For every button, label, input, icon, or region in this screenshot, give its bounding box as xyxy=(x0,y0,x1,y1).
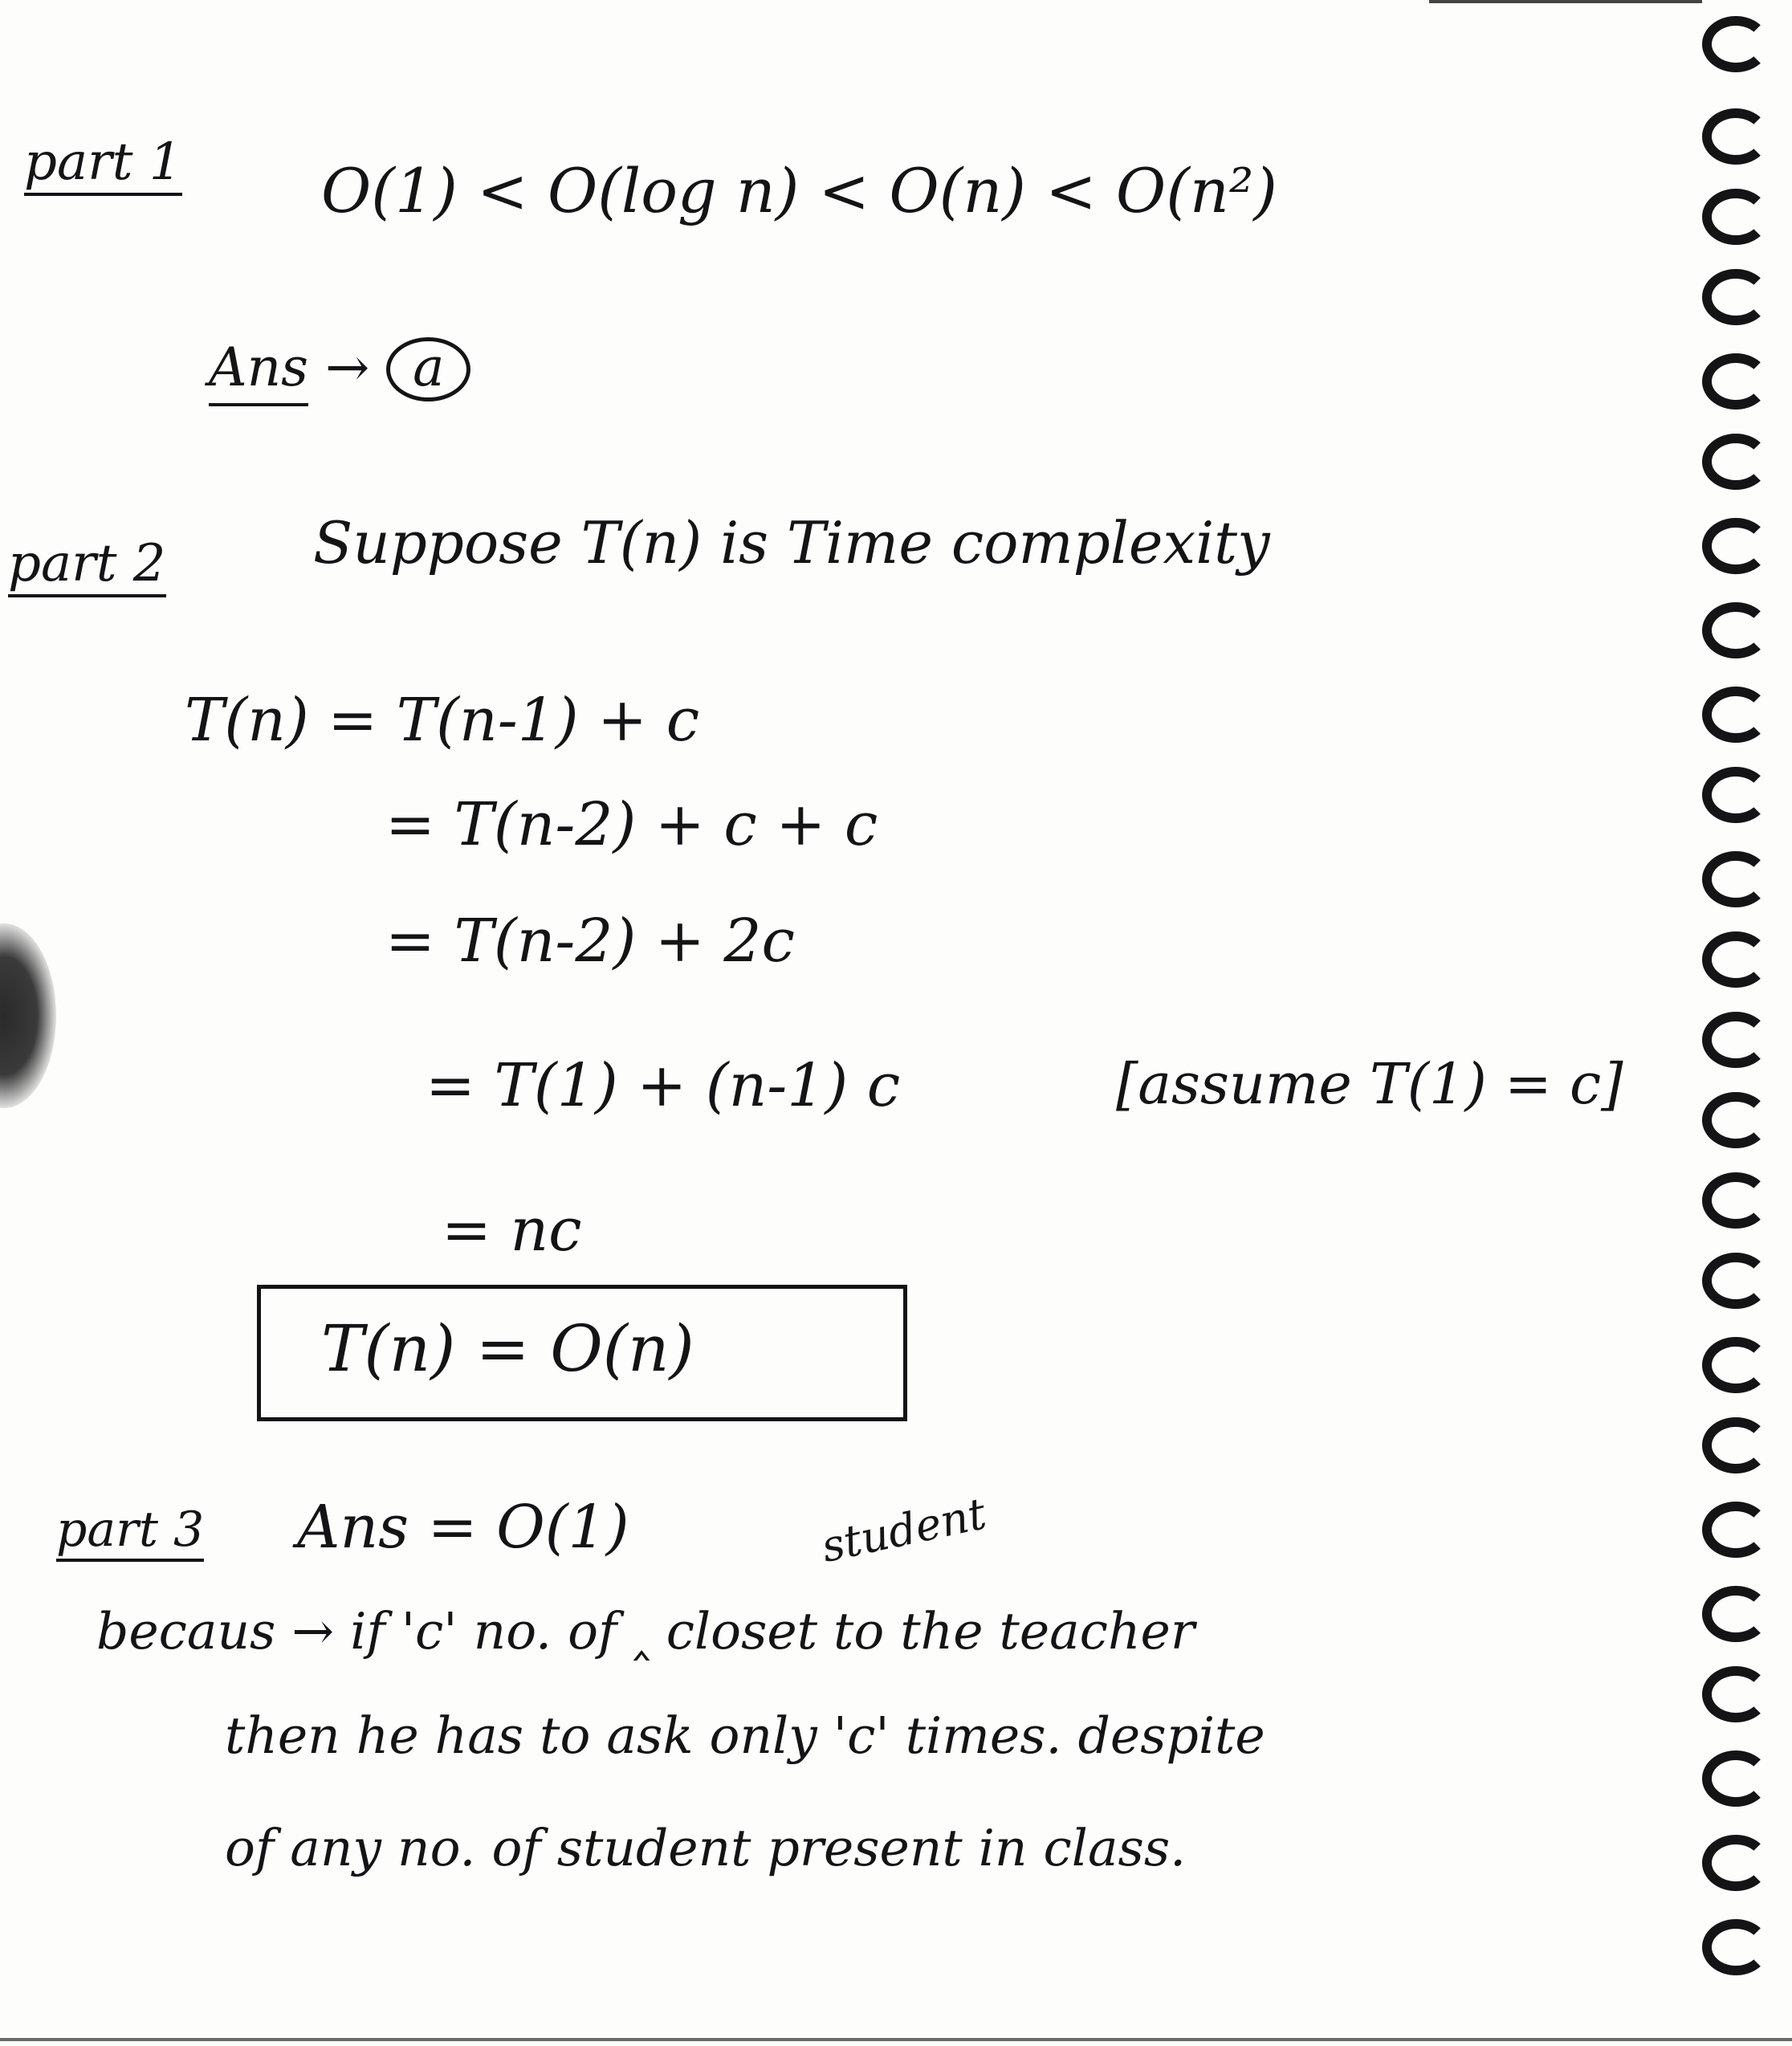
part3-label: part 3 xyxy=(56,1506,204,1562)
recurrence-line: = T(n-2) + c + c xyxy=(385,790,878,859)
part1-expression: O(1) < O(log n) < O(n) < O(n²) xyxy=(321,155,1277,226)
page-edge-line xyxy=(1429,0,1702,3)
page-bottom-edge xyxy=(0,2038,1792,2041)
spiral-ring xyxy=(1702,108,1770,165)
part1-ans-label: Ans xyxy=(209,336,308,406)
spiral-ring xyxy=(1702,1253,1770,1309)
spiral-ring xyxy=(1702,1092,1770,1148)
part2-label: part 2 xyxy=(8,538,166,597)
part1-label: part 1 xyxy=(24,137,182,196)
spiral-binding xyxy=(1688,0,1792,2046)
part3-answer: Ans = O(1) xyxy=(297,1493,629,1562)
arrow-icon: → xyxy=(325,336,370,398)
part1-ans-value: a xyxy=(386,337,470,401)
part2-result: T(n) = O(n) xyxy=(321,1311,694,1386)
spiral-ring xyxy=(1702,353,1770,410)
spiral-ring xyxy=(1702,1337,1770,1393)
spiral-ring xyxy=(1702,269,1770,325)
explanation-line: then he has to ask only 'c' times. despite xyxy=(225,1706,1265,1765)
spiral-ring xyxy=(1702,1835,1770,1891)
recurrence-line: T(n) = T(n-1) + c xyxy=(185,686,700,755)
recurrence-line: = T(1) + (n-1) c xyxy=(426,1051,901,1120)
spiral-ring xyxy=(1702,1666,1770,1722)
spiral-ring xyxy=(1702,1417,1770,1473)
recurrence-line: = nc xyxy=(442,1196,582,1265)
spiral-ring xyxy=(1702,687,1770,743)
spiral-ring xyxy=(1702,931,1770,988)
spiral-ring xyxy=(1702,851,1770,907)
spiral-ring xyxy=(1702,1012,1770,1068)
part2-intro: Suppose T(n) is Time complexity xyxy=(313,509,1270,577)
inserted-word: student xyxy=(817,1488,991,1572)
assumption-note: [assume T(1) = c] xyxy=(1116,1051,1623,1117)
finger-shadow xyxy=(0,923,56,1108)
explanation-line: becaus → if 'c' no. of ‸ closet to the teacher xyxy=(96,1602,1195,1661)
spiral-ring xyxy=(1702,602,1770,658)
spiral-ring xyxy=(1702,1502,1770,1558)
explanation-line: of any no. of student present in class. xyxy=(225,1819,1187,1877)
recurrence-line: = T(n-2) + 2c xyxy=(385,907,795,976)
spiral-ring xyxy=(1702,16,1770,72)
spiral-ring xyxy=(1702,1586,1770,1642)
spiral-ring xyxy=(1702,518,1770,574)
spiral-ring xyxy=(1702,767,1770,823)
spiral-ring xyxy=(1702,1919,1770,1975)
spiral-ring xyxy=(1702,434,1770,490)
spiral-ring xyxy=(1702,1172,1770,1229)
part1-answer xyxy=(209,337,470,401)
spiral-ring xyxy=(1702,1751,1770,1807)
spiral-ring xyxy=(1702,189,1770,245)
